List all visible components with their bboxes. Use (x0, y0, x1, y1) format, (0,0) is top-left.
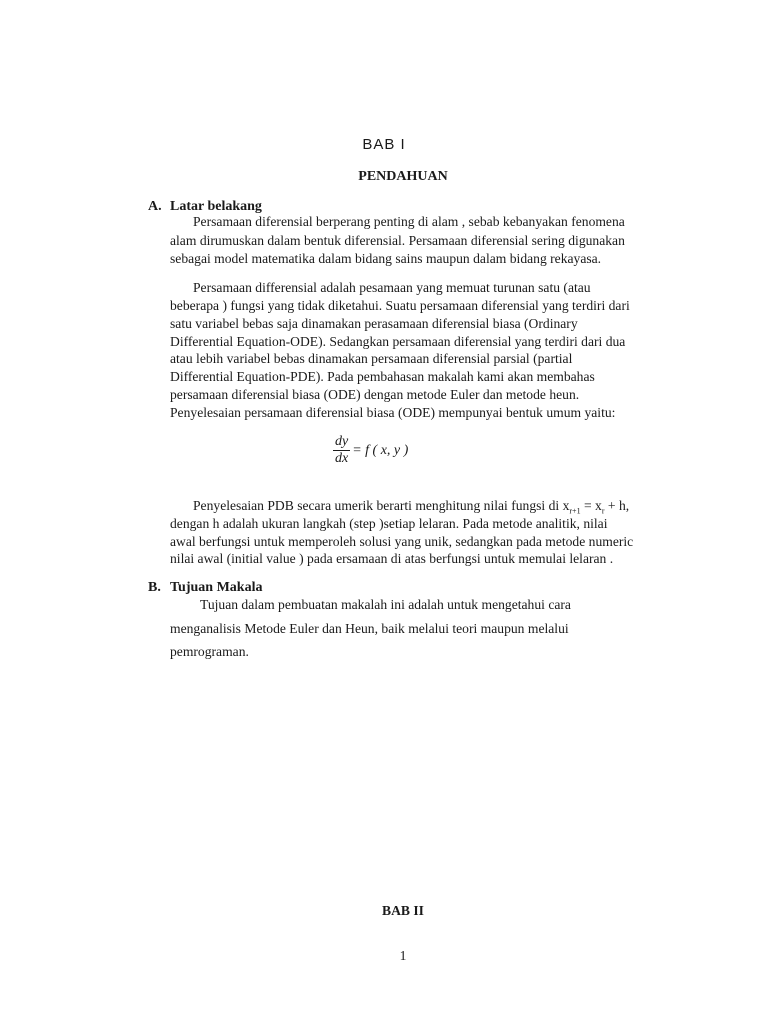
derivative-fraction (333, 434, 350, 467)
para2-line: persamaan diferensial biasa (ODE) dengan metode Euler dan metode heun. (170, 387, 580, 402)
para3-text: + h, (604, 498, 630, 513)
section-b-line: pemrograman. (170, 644, 249, 659)
section-b-line: menganalisis Metode Euler dan Heun, baik melalui teori maupun melalui (170, 621, 569, 636)
para1-line: sebagai model matematika dalam bidang sains maupun dalam bidang rekayasa. (170, 251, 602, 266)
page-number: 1 (399, 948, 407, 963)
para2-line: Penyelesaian persamaan diferensial biasa (ODE) mempunyai bentuk umum yaitu: (170, 405, 616, 420)
para2-line: satu variabel bebas saja dinamakan perasamaan diferensial biasa (Ordinary (170, 316, 578, 331)
para2-line: beberapa ) fungsi yang tidak diketahui. Suatu persamaan diferensial yang terdiri dari (170, 298, 630, 313)
para2-line: Persamaan differensial adalah pesamaan yang memuat turunan satu (atau (193, 280, 591, 295)
fraction-numerator: dy (335, 434, 349, 449)
section-b-line: Tujuan dalam pembuatan makalah ini adalah untuk mengetahui cara (200, 597, 571, 612)
para3-text: Penyelesaian PDB secara umerik berarti menghitung nilai fungsi di x (193, 498, 570, 513)
subscript: r (601, 506, 605, 516)
section-a-letter: A. (148, 199, 162, 214)
section-b-letter: B. (148, 580, 161, 595)
para3-line: awal berfungsi untuk memperoleh solusi yang unik, sedangkan pada metode numeric (170, 534, 634, 549)
subscript: r+1 (569, 506, 581, 516)
para2-line: Differential Equation-ODE). Sedangkan persamaan diferensial yang terdiri dari dua (170, 334, 626, 349)
next-chapter-heading: BAB II (382, 903, 424, 918)
section-a-title: Latar belakang (170, 199, 262, 214)
chapter-title: PENDAHUAN (358, 169, 448, 184)
chapter-heading: BAB I (362, 136, 406, 153)
para3-line: nilai awal (initial value ) pada ersamaan di atas berfungsi untuk memulai lelaran . (170, 551, 614, 566)
para2-line: atau lebih variabel bebas dinamakan persamaan diferensial parsial (partial (170, 351, 573, 366)
para3-line: dengan h adalah ukuran langkah (step )setiap lelaran. Pada metode analitik, nilai (170, 516, 608, 531)
para2-line: Differential Equation-PDE). Pada pembahasan makalah kami akan membahas (170, 369, 595, 384)
para3-text: = x (580, 498, 602, 513)
para1-line: alam dirumuskan dalam bentuk diferensial. Persamaan diferensial sering digunakan (170, 233, 625, 248)
fraction-denominator: dx (335, 451, 349, 466)
ode-equation (333, 434, 408, 467)
para1-line: Persamaan diferensial berperang penting di alam , sebab kebanyakan fenomena (193, 214, 625, 229)
equation-rhs: = f ( x, y ) (352, 442, 409, 458)
section-b-title: Tujuan Makala (170, 580, 263, 595)
